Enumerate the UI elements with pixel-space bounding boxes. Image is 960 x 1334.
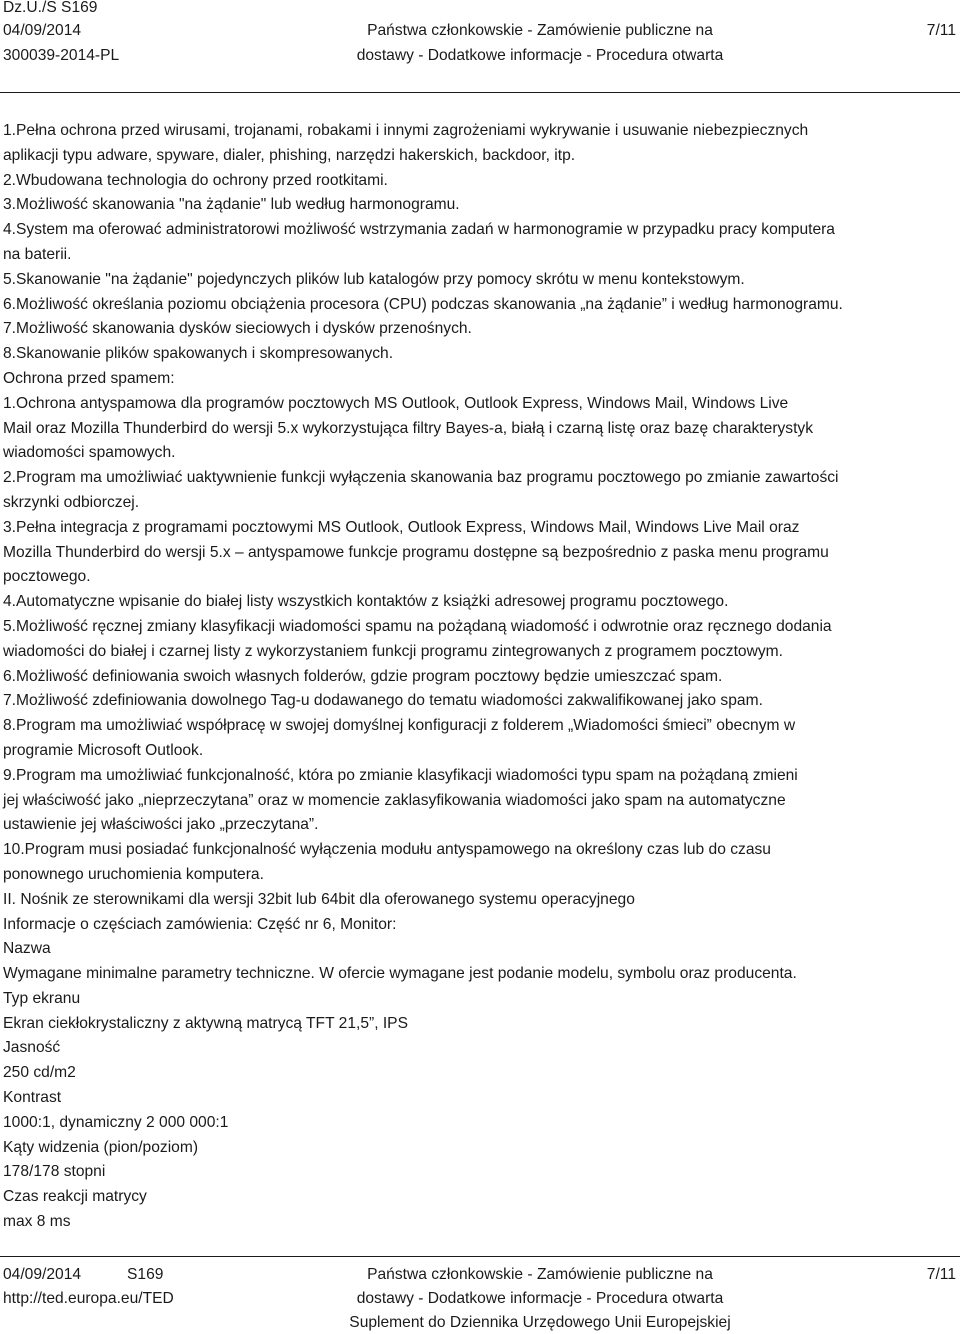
body-line: Nazwa — [3, 940, 51, 958]
footer-url: http://ted.europa.eu/TED — [3, 1290, 174, 1307]
footer-date: 04/09/2014 — [3, 1266, 82, 1283]
journal-reference: Dz.U./S S169 — [3, 0, 98, 16]
body-line: 10.Program musi posiadać funkcjonalność wyłączenia modułu antyspamowego na określony czas lub do czasu — [3, 841, 771, 859]
header-title-line1: Państwa członkowskie - Zamówienie publiczne na — [367, 22, 713, 39]
body-line: Wymagane minimalne parametry techniczne. W ofercie wymagane jest podanie modelu, symbolu oraz producenta. — [3, 965, 797, 983]
body-line: 6.Możliwość definiowania swoich własnych folderów, gdzie program pocztowy będzie umieszczać spam. — [3, 667, 723, 685]
body-line: max 8 ms — [3, 1213, 71, 1231]
body-line: 178/178 stopni — [3, 1163, 106, 1181]
body-line: Ekran ciekłokrystaliczny z aktywną matrycą TFT 21,5”, IPS — [3, 1014, 408, 1032]
body-line: Czas reakcji matrycy — [3, 1188, 147, 1206]
body-line: 4.Automatyczne wpisanie do białej listy wszystkich kontaktów z książki adresowej programu pocztowego. — [3, 593, 729, 611]
body-line: skrzynki odbiorczej. — [3, 493, 140, 511]
body-line: 1000:1, dynamiczny 2 000 000:1 — [3, 1113, 229, 1131]
body-line: 7.Możliwość zdefiniowania dowolnego Tag-u dodawanego do tematu wiadomości zakwalifikowanej jako spam. — [3, 692, 763, 710]
body-line: 1.Ochrona antyspamowa dla programów pocztowych MS Outlook, Outlook Express, Windows Mail, Windows Live — [3, 394, 789, 412]
body-line: 4.System ma oferować administratorowi możliwość wstrzymania zadań w harmonogramie w przypadku pracy komputera — [3, 221, 835, 239]
body-line: 3.Możliwość skanowania "na żądanie" lub według harmonogramu. — [3, 196, 460, 214]
body-line: Informacje o częściach zamówienia: Część nr 6, Monitor: — [3, 915, 397, 933]
body-line: 1.Pełna ochrona przed wirusami, trojanami, robakami i innymi zagrożeniami wykrywanie i usuwanie niebezpiecznych — [3, 122, 809, 139]
header-title-line2: dostawy - Dodatkowe informacje - Procedura otwarta — [356, 47, 724, 64]
document-body — [3, 119, 958, 1235]
body-line: wiadomości spamowych. — [3, 444, 176, 462]
footer-title-line2: dostawy - Dodatkowe informacje - Procedura otwarta — [356, 1290, 724, 1307]
footer-title-line1: Państwa członkowskie - Zamówienie publiczne na — [367, 1266, 713, 1283]
body-line: 2.Wbudowana technologia do ochrony przed rootkitami. — [3, 171, 388, 189]
header-doc-number: 300039-2014-PL — [3, 47, 120, 64]
body-line: Ochrona przed spamem: — [3, 369, 175, 387]
body-line: Mozilla Thunderbird do wersji 5.x – antyspamowe funkcje programu dostępne są bezpośrednio z paska menu programu — [3, 543, 829, 561]
footer-divider — [0, 1256, 960, 1257]
header-date: 04/09/2014 — [3, 22, 82, 39]
body-line: 8.Skanowanie plików spakowanych i skompresowanych. — [3, 345, 394, 363]
body-line: 3.Pełna integracja z programami pocztowymi MS Outlook, Outlook Express, Windows Mail, Windows Live Mail oraz — [3, 518, 800, 536]
body-line: jej właściwość jako „nieprzeczytana” oraz w momencie zaklasyfikowania wiadomości jako spam na automatyczne — [3, 791, 786, 809]
body-line: Kontrast — [3, 1089, 62, 1107]
header-page-number: 7/11 — [926, 22, 956, 39]
footer-page-number: 7/11 — [926, 1266, 956, 1283]
body-line: Jasność — [3, 1039, 61, 1057]
body-line: 2.Program ma umożliwiać uaktywnienie funkcji wyłączenia skanowania baz programu pocztowego po zmianie zawartości — [3, 469, 839, 487]
footer-series: S169 — [127, 1266, 164, 1283]
body-line: 8.Program ma umożliwiać współpracę w swojej domyślnej konfiguracji z folderem „Wiadomości śmieci” obecnym w — [3, 717, 796, 735]
page-footer — [0, 1262, 960, 1334]
body-line: 6.Możliwość określania poziomu obciążenia procesora (CPU) podczas skanowania „na żądanie” i według harmonogramu. — [3, 295, 843, 313]
body-line: II. Nośnik ze sterownikami dla wersji 32bit lub 64bit dla oferowanego systemu operacyjnego — [3, 890, 635, 908]
page-header — [0, 0, 960, 70]
body-line: ustawienie jej właściwości jako „przeczytana”. — [3, 816, 319, 834]
body-line: ponownego uruchomienia komputera. — [3, 865, 264, 883]
body-line: Typ ekranu — [3, 989, 81, 1007]
body-line: 9.Program ma umożliwiać funkcjonalność, która po zmianie klasyfikacji wiadomości typu spam na pożądaną zmieni — [3, 766, 798, 784]
body-line: wiadomości do białej i czarnej listy z wykorzystaniem funkcji programu zintegrowanych z programem pocztowym. — [3, 642, 783, 660]
body-line: 7.Możliwość skanowania dysków sieciowych i dysków przenośnych. — [3, 320, 472, 338]
body-line: programie Microsoft Outlook. — [3, 741, 204, 759]
body-line: Kąty widzenia (pion/poziom) — [3, 1138, 199, 1156]
body-line: pocztowego. — [3, 568, 91, 586]
body-line: 250 cd/m2 — [3, 1064, 76, 1082]
body-line: aplikacji typu adware, spyware, dialer, phishing, narzędzi hakerskich, backdoor, itp. — [3, 146, 576, 164]
footer-supplement: Suplement do Dziennika Urzędowego Unii Europejskiej — [349, 1314, 731, 1331]
body-line: na baterii. — [3, 245, 72, 263]
body-line: 5.Możliwość ręcznej zmiany klasyfikacji wiadomości spamu na pożądaną wiadomość i odwrotnie oraz ręcznego dodania — [3, 617, 832, 635]
body-line: 5.Skanowanie "na żądanie" pojedynczych plików lub katalogów przy pomocy skrótu w menu kontekstowym. — [3, 270, 745, 288]
body-line: Mail oraz Mozilla Thunderbird do wersji 5.x wykorzystująca filtry Bayes-a, białą i czarną listę oraz bazę charakterystyk — [3, 419, 814, 437]
header-divider — [0, 92, 960, 93]
